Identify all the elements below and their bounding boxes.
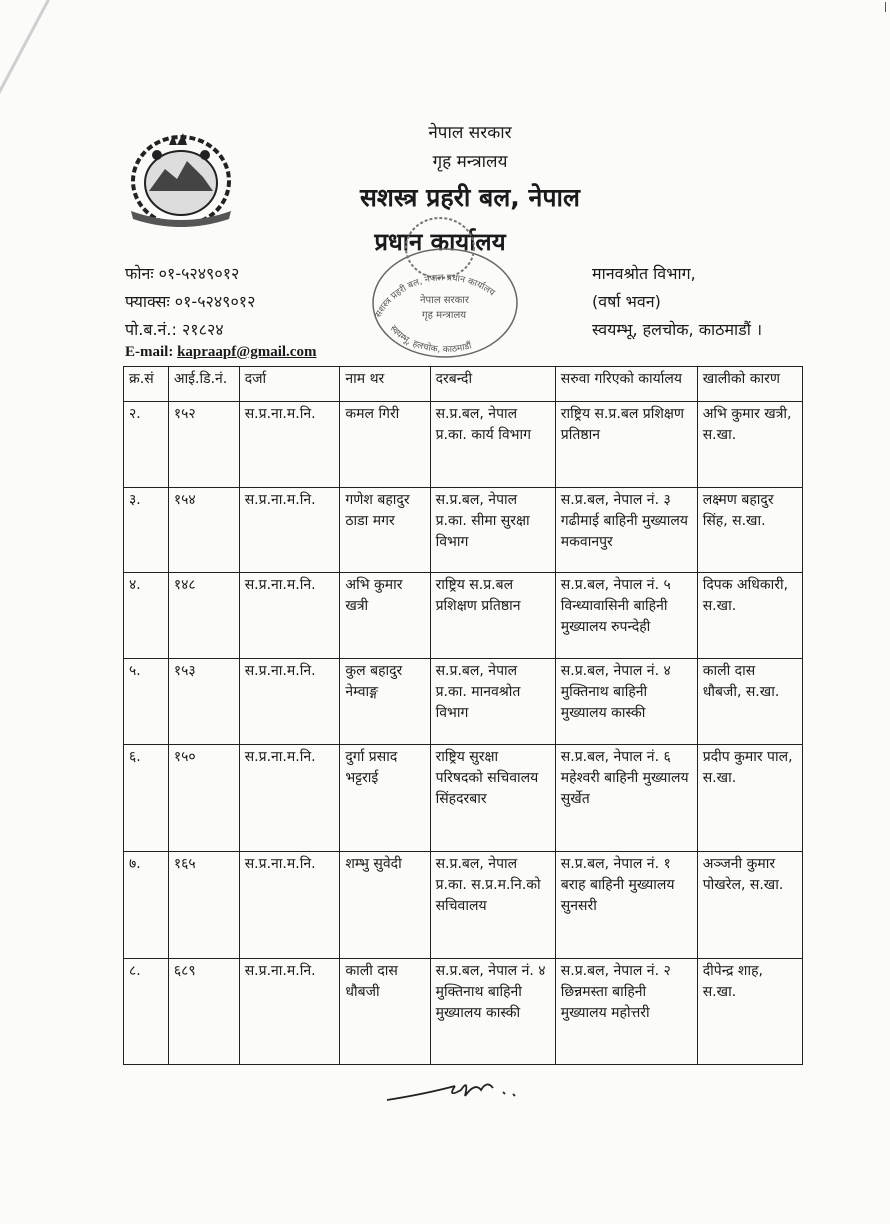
table-row [124, 852, 803, 959]
cell-post: स.प्र.बल, नेपाल प्र.का. मानवश्रोत विभाग [430, 659, 555, 745]
header-rank: दर्जा [239, 367, 340, 402]
email-link[interactable]: kapraapf@gmail.com [177, 344, 317, 360]
contact-fax: फ्याक्सः ०१-५२४९०१२ [125, 292, 256, 311]
cell-vacancy-reason: दिपक अधिकारी, स.खा. [697, 573, 802, 659]
header-id: आई.डि.नं. [168, 367, 239, 402]
table-row [124, 959, 803, 1065]
cell-serial: ४. [124, 573, 169, 659]
signature-icon [385, 1068, 530, 1108]
cell-id: १५२ [168, 402, 239, 488]
cell-rank: स.प्र.ना.म.नि. [239, 745, 340, 852]
cell-serial: ५. [124, 659, 169, 745]
header-government: नेपाल सरकार [428, 123, 512, 143]
cell-serial: ७. [124, 852, 169, 959]
header-office: प्रधान कार्यालय [374, 228, 506, 256]
cell-transfer-office: स.प्र.बल, नेपाल नं. ३ गढीमाई बाहिनी मुख्यालय मकवानपुर [555, 488, 697, 573]
cell-vacancy-reason: अञ्जनी कुमार पोखरेल, स.खा. [697, 852, 802, 959]
cell-post: स.प्र.बल, नेपाल नं. ४ मुक्तिनाथ बाहिनी मुख्यालय कास्की [430, 959, 555, 1065]
cell-rank: स.प्र.ना.म.नि. [239, 852, 340, 959]
cell-rank: स.प्र.ना.म.नि. [239, 488, 340, 573]
cell-name: शम्भु सुवेदी [340, 852, 430, 959]
transfer-table [123, 366, 803, 1065]
cell-name: कुल बहादुर नेम्वाङ्ग [340, 659, 430, 745]
cell-transfer-office: स.प्र.बल, नेपाल नं. ६ महेश्वरी बाहिनी मुख्यालय सुर्खेत [555, 745, 697, 852]
cell-rank: स.प्र.ना.म.नि. [239, 573, 340, 659]
page-edge-mark [880, 2, 886, 12]
header-name: नाम थर [340, 367, 430, 402]
cell-serial: २. [124, 402, 169, 488]
cell-post: स.प्र.बल, नेपाल प्र.का. स.प्र.म.नि.को सचिवालय [430, 852, 555, 959]
cell-transfer-office: स.प्र.बल, नेपाल नं. ४ मुक्तिनाथ बाहिनी मुख्यालय कास्की [555, 659, 697, 745]
cell-post: राष्ट्रिय स.प्र.बल प्रशिक्षण प्रतिष्ठान [430, 573, 555, 659]
stamp-center-line2: गृह मन्त्रालय [422, 310, 467, 321]
cell-id: १५० [168, 745, 239, 852]
department-name: मानवश्रोत विभाग, [592, 264, 696, 283]
header-organization: सशस्त्र प्रहरी बल, नेपाल [360, 183, 580, 212]
table-row [124, 573, 803, 659]
contact-pobox: पो.ब.नं.: २१८२४ [125, 320, 224, 339]
cell-id: ६८९ [168, 959, 239, 1065]
table-header-row [124, 367, 803, 402]
cell-id: १४८ [168, 573, 239, 659]
stamp-center-line1: नेपाल सरकार [420, 295, 469, 306]
svg-text:स्वयम्भू, हलचोक, काठमाडौं [388, 324, 474, 355]
cell-vacancy-reason: अभि कुमार खत्री, स.खा. [697, 402, 802, 488]
cell-serial: ६. [124, 745, 169, 852]
email-label: E-mail: [125, 344, 174, 360]
cell-id: १६५ [168, 852, 239, 959]
header-ministry: गृह मन्त्रालय [432, 152, 508, 172]
table-row [124, 488, 803, 573]
cell-post: स.प्र.बल, नेपाल प्र.का. कार्य विभाग [430, 402, 555, 488]
header-transfer-office: सरुवा गरिएको कार्यालय [555, 367, 697, 402]
cell-post: स.प्र.बल, नेपाल प्र.का. सीमा सुरक्षा विभाग [430, 488, 555, 573]
contact-phone: फोनः ०१-५२४९०१२ [125, 264, 240, 283]
department-address: स्वयम्भू, हलचोक, काठमाडौं । [592, 320, 763, 339]
table-row [124, 402, 803, 488]
cell-rank: स.प्र.ना.म.नि. [239, 659, 340, 745]
header-serial: क्र.सं [124, 367, 169, 402]
cell-vacancy-reason: प्रदीप कुमार पाल, स.खा. [697, 745, 802, 852]
cell-rank: स.प्र.ना.म.नि. [239, 959, 340, 1065]
header-vacancy-reason: खालीको कारण [697, 367, 802, 402]
cell-serial: ३. [124, 488, 169, 573]
contact-email [125, 344, 316, 361]
cell-rank: स.प्र.ना.म.नि. [239, 402, 340, 488]
cell-vacancy-reason: लक्ष्मण बहादुर सिंह, स.खा. [697, 488, 802, 573]
cell-transfer-office: स.प्र.बल, नेपाल नं. २ छिन्नमस्ता बाहिनी मुख्यालय महोत्तरी [555, 959, 697, 1065]
department-building: (वर्षा भवन) [592, 292, 661, 311]
cell-name: काली दास धौबजी [340, 959, 430, 1065]
cell-vacancy-reason: दीपेन्द्र शाह, स.खा. [697, 959, 802, 1065]
cell-post: राष्ट्रिय सुरक्षा परिषदको सचिवालय सिंहदरबार [430, 745, 555, 852]
cell-transfer-office: स.प्र.बल, नेपाल नं. १ बराह बाहिनी मुख्यालय सुनसरी [555, 852, 697, 959]
cell-serial: ८. [124, 959, 169, 1065]
cell-name: दुर्गा प्रसाद भट्टराई [340, 745, 430, 852]
office-stamp-icon [360, 208, 530, 358]
stamp-ring-bottom: स्वयम्भू, हलचोक, काठमाडौं [387, 323, 473, 356]
header-post: दरबन्दी [430, 367, 555, 402]
cell-vacancy-reason: काली दास धौबजी, स.खा. [697, 659, 802, 745]
cell-name: गणेश बहादुर ठाडा मगर [340, 488, 430, 573]
cell-transfer-office: राष्ट्रिय स.प्र.बल प्रशिक्षण प्रतिष्ठान [555, 402, 697, 488]
cell-name: अभि कुमार खत्री [340, 573, 430, 659]
cell-transfer-office: स.प्र.बल, नेपाल नं. ५ विन्ध्यावासिनी बाहिनी मुख्यालय रुपन्देही [555, 573, 697, 659]
cell-id: १५३ [168, 659, 239, 745]
cell-name: कमल गिरी [340, 402, 430, 488]
table-row [124, 745, 803, 852]
cell-id: १५४ [168, 488, 239, 573]
stamp-ring-top: सशस्त्र प्रहरी बल, नेपाल प्रधान कार्यालय [373, 273, 497, 320]
table-row [124, 659, 803, 745]
